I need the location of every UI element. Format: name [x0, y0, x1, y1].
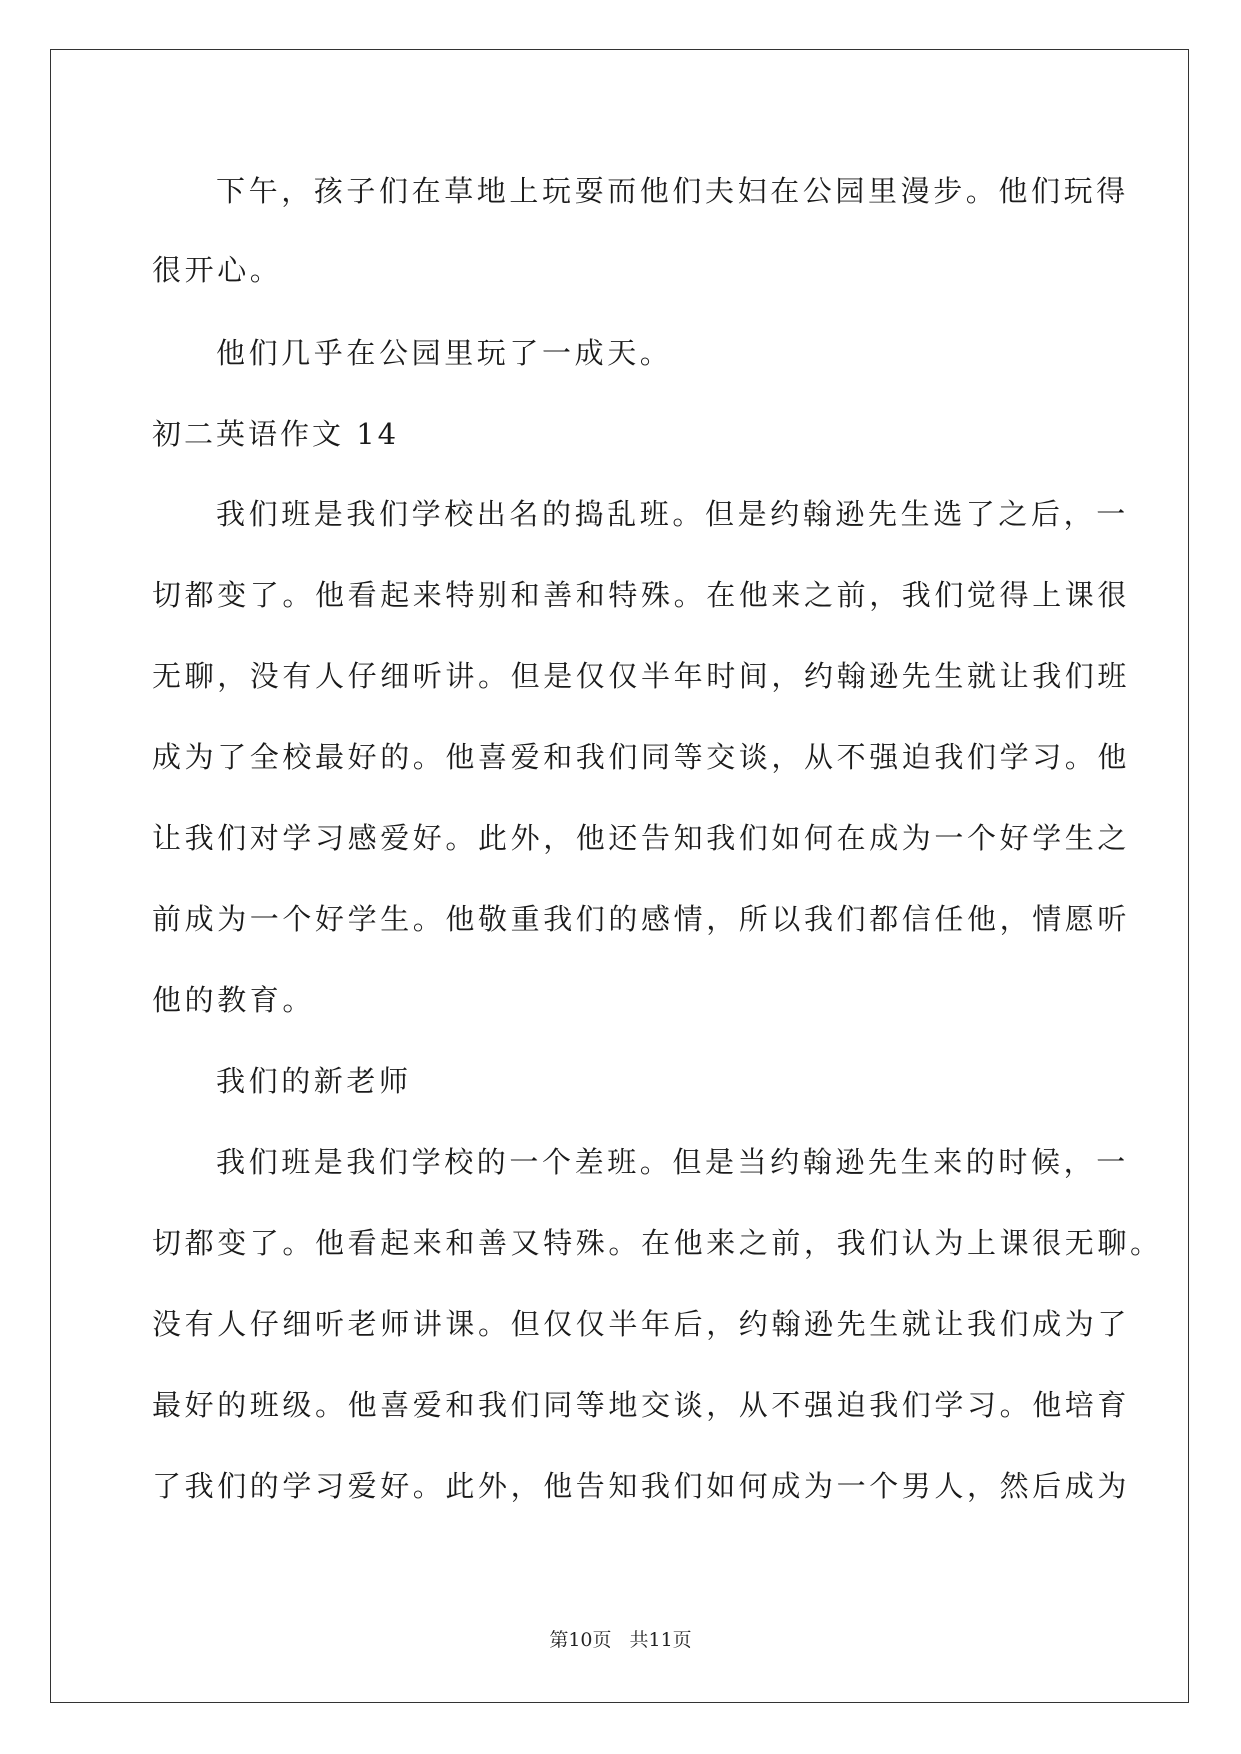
- paragraph-line: 切都变了。他看起来和善又特殊。在他来之前，我们认为上课很无聊。: [152, 1226, 1163, 1260]
- page-number: 第10页: [549, 1629, 612, 1651]
- paragraph-line: 无聊，没有人仔细听讲。但是仅仅半年时间，约翰逊先生就让我们班: [152, 659, 1131, 693]
- paragraph-line: 他的教育。: [152, 983, 316, 1017]
- paragraph-line: 下午，孩子们在草地上玩耍而他们夫妇在公园里漫步。他们玩得: [216, 174, 1129, 208]
- paragraph-line: 让我们对学习感爱好。此外，他还告知我们如何在成为一个好学生之: [152, 821, 1131, 855]
- paragraph-line: 成为了全校最好的。他喜爱和我们同等交谈，从不强迫我们学习。他: [152, 740, 1131, 774]
- page-total: 共11页: [629, 1629, 692, 1651]
- paragraph-line: 他们几乎在公园里玩了一成天。: [216, 336, 673, 370]
- paragraph-line: 了我们的学习爱好。此外，他告知我们如何成为一个男人，然后成为: [152, 1469, 1131, 1503]
- paragraph-line: 我们班是我们学校出名的捣乱班。但是约翰逊先生选了之后，一: [216, 497, 1129, 531]
- page-border: [50, 49, 1189, 1703]
- paragraph-line: 切都变了。他看起来特别和善和特殊。在他来之前，我们觉得上课很: [152, 578, 1131, 612]
- paragraph-line: 前成为一个好学生。他敬重我们的感情，所以我们都信任他，情愿听: [152, 902, 1131, 936]
- subsection-title: 我们的新老师: [216, 1064, 412, 1098]
- paragraph-line: 很开心。: [152, 253, 283, 287]
- section-heading: 初二英语作文 14: [152, 417, 400, 451]
- paragraph-line: 没有人仔细听老师讲课。但仅仅半年后，约翰逊先生就让我们成为了: [152, 1307, 1131, 1341]
- paragraph-line: 我们班是我们学校的一个差班。但是当约翰逊先生来的时候，一: [216, 1145, 1129, 1179]
- page-footer: [0, 1628, 1241, 1652]
- paragraph-line: 最好的班级。他喜爱和我们同等地交谈，从不强迫我们学习。他培育: [152, 1388, 1131, 1422]
